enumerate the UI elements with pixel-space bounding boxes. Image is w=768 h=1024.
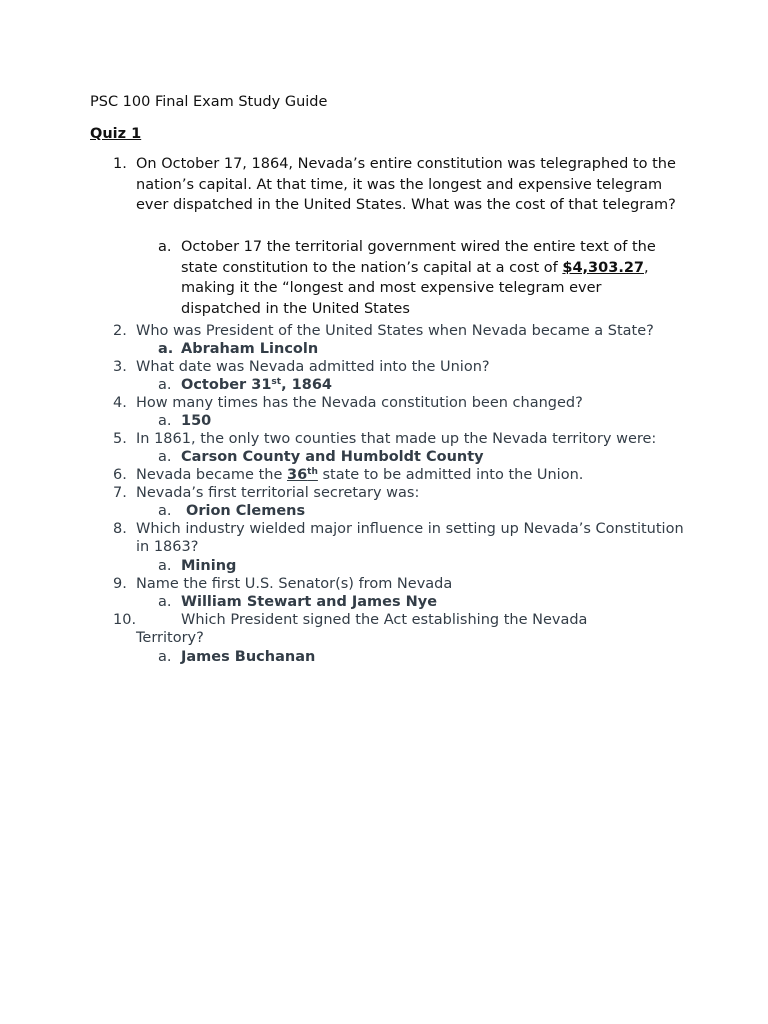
question-3 (90, 358, 690, 376)
answer-text: Carson County and Humboldt County (181, 449, 484, 465)
answer-text: October 31st, 1864 (181, 377, 332, 393)
state-number: 36th (286, 467, 318, 483)
answer-text: William Stewart and James Nye (181, 594, 438, 610)
answer-letter: a. (158, 239, 172, 255)
question-number: 5. (113, 431, 127, 447)
question-text: How many times has the Nevada constitution been changed? (136, 395, 583, 411)
question-text: Who was President of the United States when Nevada became a State? (136, 323, 654, 339)
question-2 (90, 322, 690, 340)
answer-5 (158, 448, 678, 466)
question-number: 1. (113, 156, 127, 172)
question-text: Nevada’s first territorial secretary was: (136, 485, 420, 501)
answer-text: 150 (181, 413, 212, 429)
answer-9 (158, 593, 678, 611)
answer-text: Abraham Lincoln (181, 341, 319, 357)
question-10 (90, 611, 690, 647)
question-number: 10. (113, 612, 137, 628)
question-text: In 1861, the only two counties that made up the Nevada territory were: (136, 431, 657, 447)
question-text: Nevada became the 36th state to be admitted into the Union. (136, 467, 584, 483)
question-text: Name the first U.S. Senator(s) from Nevada (136, 576, 453, 592)
question-6 (90, 466, 690, 484)
question-9 (90, 575, 690, 593)
answer-text: October 17 the territorial government wired the entire text of the state constitution to the nation’s capital at a cost of $4,303.27, making it the “longest and most expensive telegram ever dispatched in the United States (181, 239, 656, 317)
answer-letter: a. (158, 594, 172, 610)
answer-text: Mining (181, 558, 237, 574)
answer-3 (158, 376, 678, 394)
answer-7 (158, 502, 678, 520)
question-number: 2. (113, 323, 127, 339)
telegram-cost: $4,303.27 (562, 259, 644, 276)
question-text: What date was Nevada admitted into the Union? (136, 359, 490, 375)
question-number: 3. (113, 359, 127, 375)
answer-letter: a. (158, 377, 172, 393)
answer-4 (158, 412, 678, 430)
question-1 (90, 154, 690, 216)
question-text: On October 17, 1864, Nevada’s entire constitution was telegraphed to the nation’s capital. At that time, it was the longest and expensive telegram ever dispatched in the United States. What was the cost of that telegram? (136, 156, 676, 213)
question-number: 6. (113, 467, 127, 483)
question-text-line-1: Which President signed the Act establishing the Nevada (181, 612, 588, 628)
answer-letter: a. (158, 649, 172, 665)
answer-8 (158, 557, 678, 575)
answer-1 (158, 237, 678, 319)
answer-text: James Buchanan (181, 649, 316, 665)
answer-letter: a. (158, 503, 172, 519)
question-text: Which industry wielded major influence in setting up Nevada’s Constitution in 1863? (136, 521, 684, 555)
document-title: PSC 100 Final Exam Study Guide (90, 94, 328, 110)
section-heading: Quiz 1 (90, 126, 142, 142)
question-7 (90, 484, 690, 502)
question-number: 7. (113, 485, 127, 501)
question-text-line-2: Territory? (136, 630, 204, 646)
question-4 (90, 394, 690, 412)
answer-text: Orion Clemens (186, 503, 306, 519)
answer-letter: a. (158, 558, 172, 574)
answer-letter: a. (158, 341, 174, 357)
question-number: 4. (113, 395, 127, 411)
question-8 (90, 520, 690, 556)
answer-letter: a. (158, 449, 172, 465)
question-number: 8. (113, 521, 127, 537)
question-number: 9. (113, 576, 127, 592)
answer-letter: a. (158, 413, 172, 429)
answer-10 (158, 648, 678, 666)
answer-2 (158, 340, 678, 358)
question-5 (90, 430, 690, 448)
